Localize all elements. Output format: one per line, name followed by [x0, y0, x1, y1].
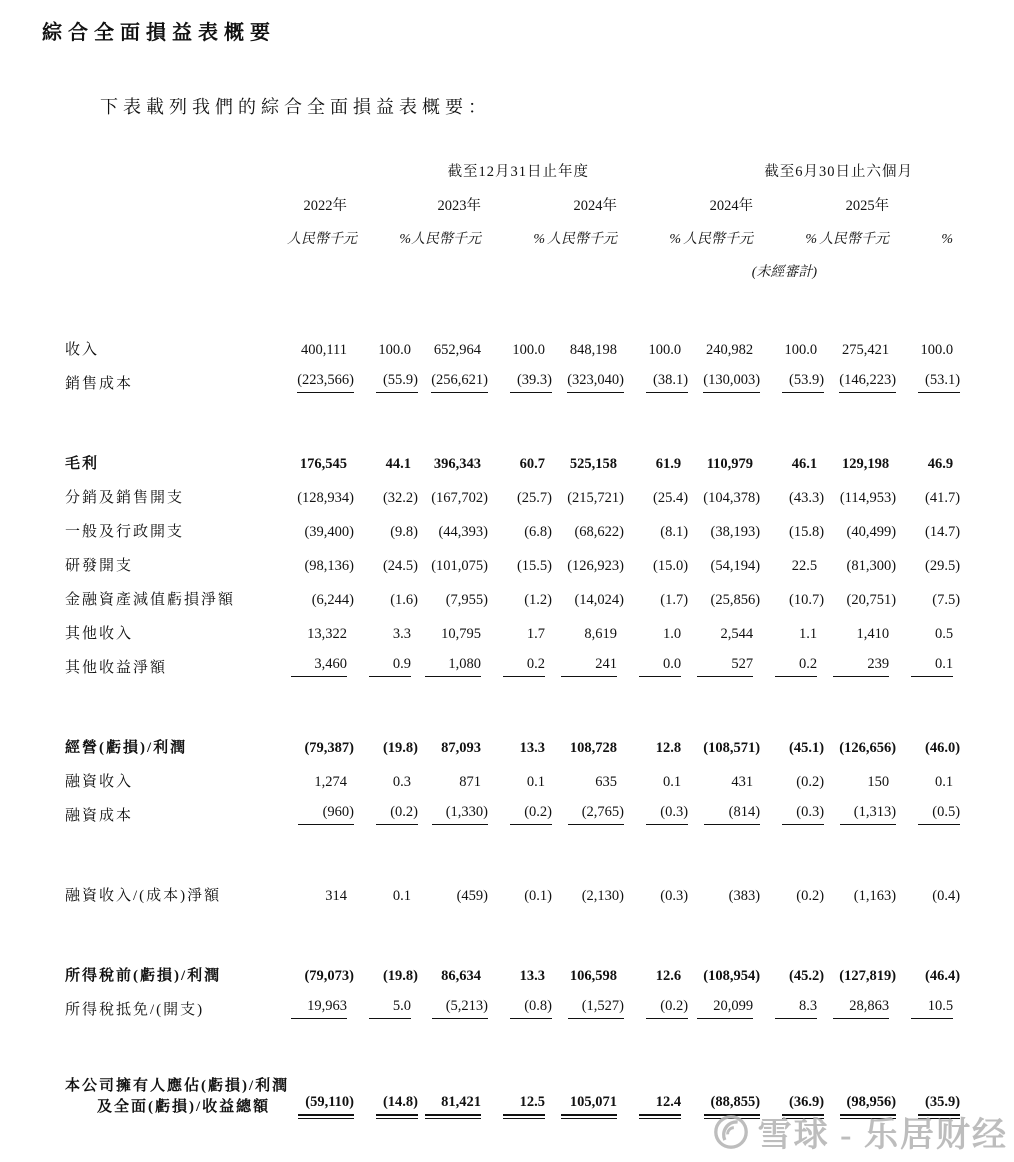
cell-amount: 13,322	[307, 626, 347, 642]
cell-amount: 314	[325, 888, 347, 904]
cell-percent: (45.2)	[789, 968, 825, 984]
row-label: 所得稅前(虧損)/利潤	[65, 968, 222, 984]
cell-percent: (1.7)	[660, 592, 689, 608]
cell-percent: 60.7	[519, 456, 545, 472]
table-row	[65, 331, 953, 365]
cell-amount: 871	[459, 774, 481, 790]
cell-percent: (55.9)	[347, 365, 411, 399]
cell-amount: (2,765)	[545, 797, 617, 831]
cell-percent: (10.7)	[789, 592, 825, 608]
cell-amount: 105,071	[545, 1067, 617, 1122]
cell-percent: 46.1	[791, 456, 818, 472]
cell-percent: 12.5	[481, 1067, 545, 1122]
cell-percent: (1.6)	[390, 592, 418, 608]
percent-header: %	[805, 232, 818, 247]
cell-percent: (15.8)	[789, 524, 825, 540]
cell-amount: 1,410	[856, 626, 890, 642]
cell-amount: (223,566)	[287, 365, 347, 399]
cell-percent: 0.9	[347, 649, 411, 683]
cell-percent: (0.1)	[524, 888, 552, 904]
currency-unit-header: 人民幣千元	[547, 232, 617, 247]
cell-percent: 0.3	[392, 774, 411, 790]
row-label: 研發開支	[65, 558, 134, 574]
cell-percent: 1.1	[798, 626, 818, 642]
cell-percent: (25.4)	[653, 490, 689, 506]
cell-percent: (0.8)	[481, 991, 545, 1025]
cell-percent: 100.0	[648, 342, 682, 358]
cell-percent: 0.1	[934, 774, 954, 790]
cell-percent: 12.6	[655, 968, 682, 984]
cell-amount: (20,751)	[846, 592, 897, 608]
group-header-interim: 截至6月30日止六個月	[764, 164, 914, 180]
cell-percent: 0.5	[934, 626, 954, 642]
cell-amount: 635	[595, 774, 617, 790]
cell-amount: (127,819)	[839, 968, 897, 984]
cell-amount: 652,964	[433, 342, 481, 358]
cell-percent: 10.5	[889, 991, 953, 1025]
cell-percent: 0.2	[753, 649, 817, 683]
cell-percent: (6.8)	[524, 524, 552, 540]
cell-amount: (108,571)	[703, 740, 761, 756]
table-row	[65, 877, 953, 911]
table-row	[65, 991, 953, 1025]
cell-amount: (98,136)	[304, 558, 354, 574]
cell-amount: (459)	[456, 888, 488, 904]
cell-percent: (0.2)	[481, 797, 545, 831]
cell-percent: 12.4	[617, 1067, 681, 1122]
cell-amount: (39,400)	[304, 524, 354, 540]
row-label: 融資收入/(成本)淨額	[65, 888, 222, 904]
spacer-row	[65, 399, 953, 445]
cell-amount: (383)	[728, 888, 761, 904]
table-row	[65, 957, 953, 991]
cell-percent: (36.9)	[753, 1067, 817, 1122]
cell-amount: (1,527)	[545, 991, 617, 1025]
row-label: 收入	[65, 342, 100, 358]
cell-amount: (108,954)	[703, 968, 761, 984]
cell-percent: 100.0	[920, 342, 954, 358]
cell-amount: 19,963	[287, 991, 347, 1025]
cell-amount: (167,702)	[431, 490, 488, 506]
cell-amount: (14,024)	[574, 592, 624, 608]
cell-amount: 110,979	[706, 456, 754, 472]
cell-percent: 46.9	[927, 456, 954, 472]
cell-amount: 239	[817, 649, 889, 683]
cell-percent: (43.3)	[789, 490, 825, 506]
cell-amount: 1,274	[314, 774, 347, 790]
cell-percent: 44.1	[385, 456, 411, 472]
year-header: 2025年	[845, 198, 890, 214]
cell-percent: (39.3)	[481, 365, 545, 399]
cell-amount: 20,099	[681, 991, 753, 1025]
percent-header: %	[533, 232, 545, 247]
table-row	[65, 445, 953, 479]
spacer-row	[65, 683, 953, 729]
cell-percent: 1.0	[662, 626, 682, 642]
cell-percent: 100.0	[378, 342, 411, 358]
table-row	[65, 581, 953, 615]
cell-percent: 0.1	[526, 774, 545, 790]
intro-text: 下表載列我們的綜合全面損益表概要：	[100, 97, 491, 117]
row-label: 其他收益淨額	[65, 660, 168, 676]
cell-percent: 0.1	[889, 649, 953, 683]
row-label: 金融資產減值虧損淨額	[65, 592, 236, 608]
cell-percent: (0.5)	[889, 797, 953, 831]
cell-percent: (24.5)	[382, 558, 418, 574]
cell-amount: (98,956)	[817, 1067, 889, 1122]
table-row	[65, 547, 953, 581]
cell-amount: (25,856)	[710, 592, 761, 608]
cell-percent: (15.0)	[653, 558, 689, 574]
table-row	[65, 365, 953, 399]
unit-header-row	[65, 221, 953, 254]
cell-amount: (126,923)	[567, 558, 624, 574]
cell-percent: (53.9)	[753, 365, 817, 399]
cell-percent: 0.1	[662, 774, 682, 790]
cell-percent: 100.0	[784, 342, 818, 358]
cell-percent: (15.5)	[516, 558, 552, 574]
table-row	[65, 1067, 953, 1122]
cell-amount: (68,622)	[574, 524, 624, 540]
cell-amount: 176,545	[299, 456, 347, 472]
table-row	[65, 615, 953, 649]
table-row	[65, 649, 953, 683]
cell-amount: (960)	[287, 797, 347, 831]
cell-amount: (101,075)	[431, 558, 488, 574]
percent-header: %	[399, 232, 411, 247]
cell-amount: (256,621)	[411, 365, 481, 399]
year-header: 2022年	[303, 198, 347, 214]
cell-amount: (814)	[681, 797, 753, 831]
income-statement-table	[65, 153, 961, 1122]
cell-amount: (7,955)	[445, 592, 488, 608]
cell-amount: 241	[545, 649, 617, 683]
cell-amount: (5,213)	[411, 991, 481, 1025]
cell-percent: (29.5)	[925, 558, 961, 574]
cell-amount: (126,656)	[839, 740, 897, 756]
cell-percent: (53.1)	[889, 365, 953, 399]
cell-percent: 13.3	[519, 740, 545, 756]
cell-amount: 848,198	[569, 342, 617, 358]
cell-percent: (46.0)	[925, 740, 961, 756]
currency-unit-header: 人民幣千元	[287, 232, 357, 247]
cell-amount: (1,313)	[817, 797, 889, 831]
cell-percent: (19.8)	[382, 740, 418, 756]
table-row	[65, 763, 953, 797]
table-row	[65, 797, 953, 831]
cell-percent: 12.8	[655, 740, 682, 756]
cell-amount: 2,544	[720, 626, 754, 642]
cell-amount: 87,093	[441, 740, 481, 756]
watermark-text: 雪球 - 乐居财经	[757, 1117, 1008, 1154]
cell-percent: (1.2)	[524, 592, 552, 608]
cell-percent: 100.0	[512, 342, 545, 358]
group-header-row	[65, 153, 953, 187]
cell-amount: 8,619	[584, 626, 617, 642]
cell-percent: (0.3)	[660, 888, 689, 904]
cell-percent: (46.4)	[925, 968, 961, 984]
cell-percent: 1.7	[526, 626, 545, 642]
cell-amount: 86,634	[441, 968, 481, 984]
cell-amount: (38,193)	[710, 524, 761, 540]
cell-percent: (0.2)	[347, 797, 411, 831]
cell-percent: 13.3	[519, 968, 545, 984]
currency-unit-header: 人民幣千元	[683, 232, 754, 247]
table-row	[65, 513, 953, 547]
cell-amount: 240,982	[705, 342, 754, 358]
cell-percent: (8.1)	[660, 524, 689, 540]
row-label: 其他收入	[65, 626, 134, 642]
cell-amount: (79,073)	[304, 968, 354, 984]
cell-amount: (215,721)	[567, 490, 624, 506]
row-label: 本公司擁有人應佔(虧損)/利潤 及全面(虧損)/收益總額	[65, 1078, 290, 1115]
cell-percent: (25.7)	[516, 490, 552, 506]
cell-amount: (79,387)	[304, 740, 354, 756]
spacer-row	[65, 831, 953, 877]
row-label: 毛利	[65, 456, 100, 472]
cell-amount: 275,421	[841, 342, 890, 358]
year-header: 2024年	[709, 198, 754, 214]
cell-amount: 150	[867, 774, 890, 790]
year-header: 2024年	[573, 198, 617, 214]
cell-percent: (32.2)	[382, 490, 418, 506]
group-header-annual: 截至12月31日止年度	[447, 164, 590, 180]
cell-percent: (0.4)	[932, 888, 961, 904]
cell-percent: (19.8)	[382, 968, 418, 984]
page-title: 綜合全面損益表概要	[42, 22, 276, 44]
row-label: 融資成本	[65, 808, 134, 824]
cell-percent: (45.1)	[789, 740, 825, 756]
cell-percent: (0.3)	[753, 797, 817, 831]
cell-amount: 81,421	[411, 1067, 481, 1122]
currency-unit-header: 人民幣千元	[819, 232, 890, 247]
cell-amount: 108,728	[569, 740, 617, 756]
cell-amount: 431	[731, 774, 754, 790]
cell-amount: 106,598	[569, 968, 617, 984]
cell-amount: 1,080	[411, 649, 481, 683]
unaudited-note: (未經審計)	[751, 265, 818, 280]
cell-amount: 527	[681, 649, 753, 683]
cell-percent: (9.8)	[390, 524, 418, 540]
cell-amount: (146,223)	[817, 365, 889, 399]
cell-percent: 0.2	[481, 649, 545, 683]
cell-percent: (14.7)	[925, 524, 961, 540]
row-label: 銷售成本	[65, 376, 134, 392]
cell-amount: 28,863	[817, 991, 889, 1025]
row-label: 一般及行政開支	[65, 524, 185, 540]
row-label: 融資收入	[65, 774, 134, 790]
cell-percent: (7.5)	[932, 592, 961, 608]
cell-percent: (0.2)	[796, 774, 825, 790]
currency-unit-header: 人民幣千元	[411, 232, 481, 247]
cell-percent: (14.8)	[347, 1067, 411, 1122]
percent-header: %	[669, 232, 682, 247]
cell-amount: (59,110)	[287, 1067, 347, 1122]
row-label: 分銷及銷售開支	[65, 490, 185, 506]
row-label: 經營(虧損)/利潤	[65, 740, 188, 756]
cell-percent: 61.9	[655, 456, 682, 472]
cell-amount: (114,953)	[839, 490, 897, 506]
row-label: 所得稅抵免/(開支)	[65, 1002, 205, 1018]
cell-amount: 129,198	[841, 456, 890, 472]
cell-percent: 0.1	[392, 888, 411, 904]
cell-amount: (1,330)	[411, 797, 481, 831]
cell-amount: (81,300)	[846, 558, 897, 574]
cell-amount: 396,343	[433, 456, 481, 472]
cell-amount: (128,934)	[297, 490, 354, 506]
year-header-row	[65, 187, 953, 221]
cell-amount: (2,130)	[581, 888, 624, 904]
year-header: 2023年	[437, 198, 481, 214]
cell-amount: 400,111	[300, 342, 347, 358]
cell-amount: 525,158	[569, 456, 617, 472]
cell-percent: 22.5	[791, 558, 818, 574]
cell-percent: (0.2)	[796, 888, 825, 904]
table-row	[65, 479, 953, 513]
cell-percent: 3.3	[392, 626, 411, 642]
cell-amount: (6,244)	[311, 592, 354, 608]
cell-percent: 8.3	[753, 991, 817, 1025]
cell-percent: (0.2)	[617, 991, 681, 1025]
cell-percent: 5.0	[347, 991, 411, 1025]
cell-percent: (35.9)	[889, 1067, 953, 1122]
cell-amount: (44,393)	[438, 524, 488, 540]
cell-amount: (130,003)	[681, 365, 753, 399]
table-row	[65, 729, 953, 763]
cell-amount: 3,460	[287, 649, 347, 683]
cell-percent: (41.7)	[925, 490, 961, 506]
cell-amount: (88,855)	[681, 1067, 753, 1122]
cell-amount: (54,194)	[710, 558, 761, 574]
unaudited-row	[65, 254, 953, 287]
cell-percent: (38.1)	[617, 365, 681, 399]
percent-header: %	[941, 232, 954, 247]
cell-percent: 0.0	[617, 649, 681, 683]
cell-amount: (323,040)	[545, 365, 617, 399]
cell-percent: (0.3)	[617, 797, 681, 831]
cell-amount: (104,378)	[703, 490, 761, 506]
spacer-row	[65, 1025, 953, 1067]
cell-amount: 10,795	[441, 626, 481, 642]
spacer-row	[65, 911, 953, 957]
cell-amount: (40,499)	[846, 524, 897, 540]
cell-amount: (1,163)	[853, 888, 897, 904]
